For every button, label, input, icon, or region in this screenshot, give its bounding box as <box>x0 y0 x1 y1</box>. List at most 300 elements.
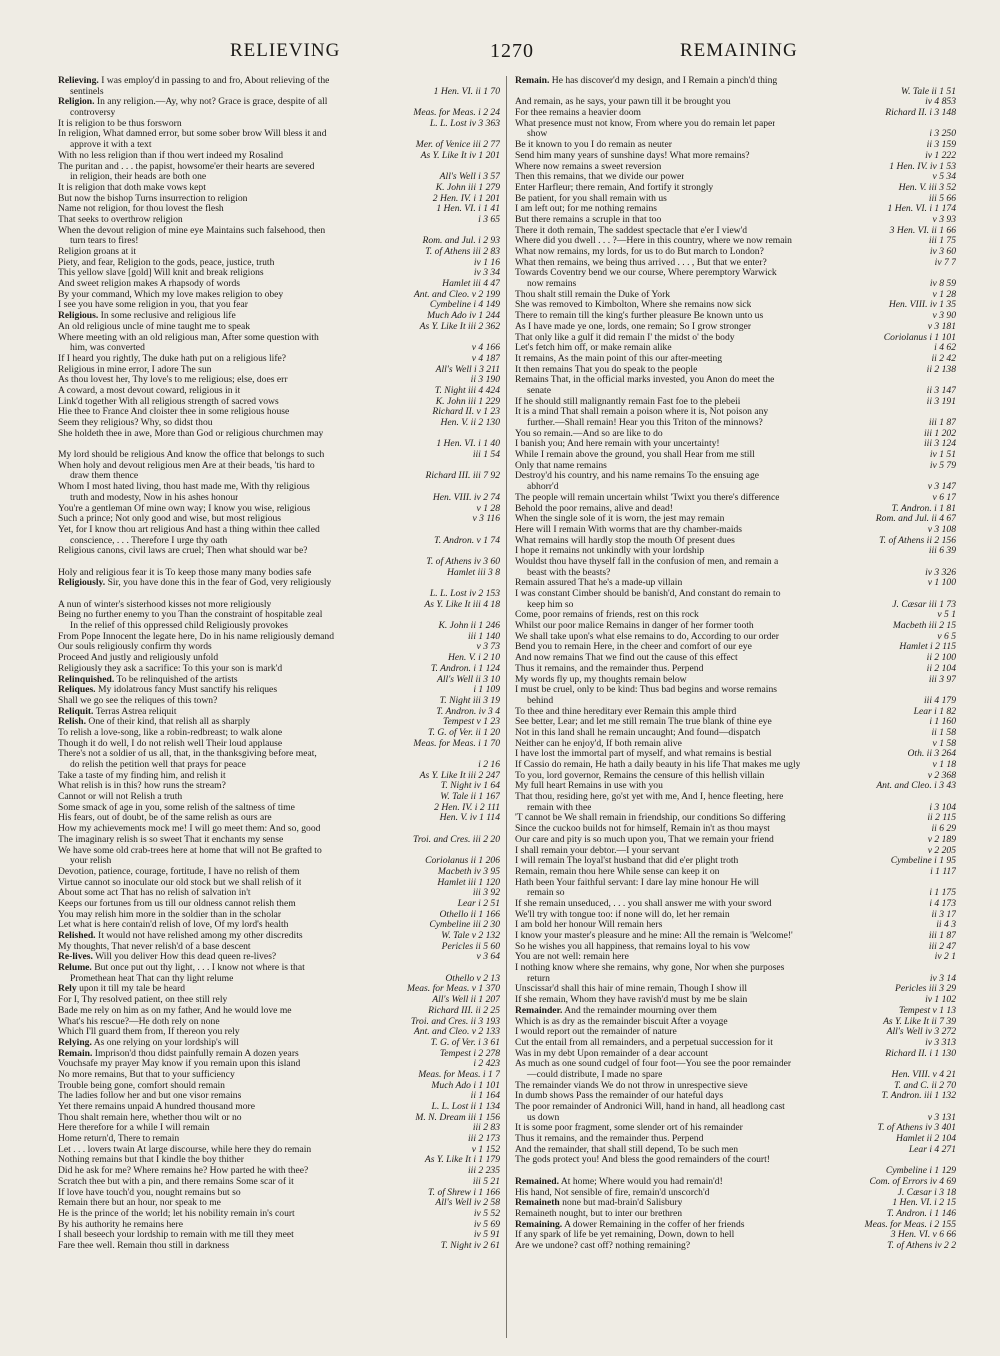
entry-line <box>58 1091 500 1102</box>
citation: T. of Athens iii 2 83 <box>421 247 500 258</box>
entry-line <box>515 621 956 632</box>
quotation: Unscissar'd shall this hair of mine remain, Though I show ill <box>515 984 748 995</box>
entry-text <box>58 1188 241 1199</box>
entry-line <box>515 493 956 504</box>
quotation: In some reclusive and religious life <box>100 311 236 322</box>
quotation: It would not have relished among my other discredits <box>98 931 303 941</box>
quotation: do relish the petition well that prays for peace <box>70 760 246 770</box>
entry-text <box>58 172 206 183</box>
entry-text <box>58 333 319 344</box>
quotation: And the remainder, that shall still depend, To be such men <box>515 1144 739 1155</box>
quotation: If any spark of life be yet remaining, Down, down to hell <box>515 1230 735 1241</box>
quotation: Name not religion, for thou lovest the flesh <box>58 204 224 215</box>
entry-text <box>58 760 246 771</box>
quotation: Are we undone? cast off? nothing remaining? <box>515 1240 691 1251</box>
entry-text <box>515 920 662 931</box>
entry-text <box>515 183 713 194</box>
entry-text <box>515 482 559 493</box>
citation: T. Andron. i 1 81 <box>888 504 956 515</box>
citation: All's Well iv 3 272 <box>883 1027 956 1038</box>
entry-line <box>515 151 956 162</box>
entry-line <box>58 749 500 760</box>
citation: iv 5 69 <box>470 1220 500 1231</box>
entry-line <box>515 1188 956 1199</box>
citation: ii 3 190 <box>467 375 500 386</box>
entry-text <box>515 493 779 504</box>
quotation: Where now remains a sweet reversion <box>515 161 662 172</box>
entry-text <box>58 471 138 482</box>
quotation: Promethean heat That can thy light relume <box>70 973 234 984</box>
entry-line <box>58 1070 500 1081</box>
entry-text <box>58 215 183 226</box>
citation: T. Andron. v 1 74 <box>430 536 500 547</box>
entry-line <box>515 183 956 194</box>
quotation: But now the bishop Turns insurrection to religion <box>58 193 248 204</box>
entry-line <box>515 952 956 963</box>
entry-text <box>58 87 104 98</box>
entry-line <box>58 525 500 536</box>
quotation: What remains will hardly stop the mouth Of present dues <box>515 535 735 546</box>
entry-line <box>515 931 956 942</box>
entry-text <box>58 781 226 792</box>
citation: iv 8 59 <box>926 279 956 290</box>
entry-text <box>58 813 272 824</box>
quotation: upon it till my tale be heard <box>79 984 186 995</box>
citation: i 2 16 <box>474 760 500 771</box>
entry-text <box>58 995 227 1006</box>
quotation: No more remains, But that to your sufficiency <box>58 1069 235 1080</box>
entry-line <box>58 258 500 269</box>
entry-text <box>58 792 182 803</box>
entry-text <box>515 899 772 910</box>
entry-line <box>515 397 956 408</box>
citation: iii 2 173 <box>464 1134 500 1145</box>
quotation: We shall take upon's what else remains to do, According to our order <box>515 631 779 642</box>
entry-text <box>58 450 324 461</box>
entry-line <box>58 1027 500 1038</box>
entry-line <box>515 1027 956 1038</box>
quotation: Take a taste of my finding him, and relish it <box>58 770 226 781</box>
quotation: turn tears to fires! <box>70 236 139 247</box>
quotation: An old religious uncle of mine taught me to speak <box>58 321 251 332</box>
headword: Remain. <box>58 1048 93 1059</box>
entry-line <box>515 1177 956 1188</box>
citation: i 1 109 <box>469 685 500 696</box>
quotation: Since the cuckoo builds not for himself, Remain in't as thou mayst <box>515 824 770 835</box>
quotation: remain so <box>527 888 565 899</box>
quotation: By your command, Which my love makes religion to obey <box>58 289 284 300</box>
citation: Richard II. v 1 23 <box>428 407 500 418</box>
citation: Cymbeline iii 2 30 <box>425 920 500 931</box>
entry-line <box>515 1113 956 1124</box>
entry-line <box>58 1198 500 1209</box>
quotation: And now remains That we find out the cause of this effect <box>515 653 738 664</box>
headword: Reliquit. <box>58 706 94 717</box>
entry-text <box>515 1049 708 1060</box>
entry-line <box>515 739 956 750</box>
entry-line <box>515 1198 956 1209</box>
quotation: Which I'll guard them from, If thereon you rely <box>58 1027 240 1038</box>
entry-line <box>58 824 500 835</box>
entry-line <box>515 450 956 461</box>
entry-text <box>515 653 738 664</box>
entry-line <box>515 846 956 857</box>
quotation: When holy and devout religious men Are at their beads, 'tis hard to <box>58 460 315 471</box>
quotation: I nothing know where she remains, why gone, Nor when she purposes <box>515 963 785 974</box>
entry-line <box>515 258 956 269</box>
entry-text <box>515 279 576 290</box>
citation: Hen. VIII. iv 1 35 <box>885 300 956 311</box>
entry-text <box>515 322 751 333</box>
quotation: Trouble being gone, comfort should remain <box>58 1080 225 1091</box>
left-column <box>58 76 507 1338</box>
entry-text <box>58 963 305 974</box>
entry-text <box>515 1081 748 1092</box>
entry-text <box>515 835 774 846</box>
entry-line <box>58 888 500 899</box>
entry-line <box>515 504 956 515</box>
entry-line <box>515 162 956 173</box>
entry-line <box>58 867 500 878</box>
entry-text <box>58 343 145 354</box>
quotation: He has discover'd my design, and I Remain a pinch'd thing <box>551 76 778 86</box>
entry-text <box>515 1017 728 1028</box>
citation: J. Cæsar iii 1 73 <box>888 600 956 611</box>
entry-text <box>58 140 152 151</box>
entry-line <box>58 642 500 653</box>
citation: iv 3 34 <box>470 268 500 279</box>
entry-text <box>515 333 735 344</box>
entry-text <box>58 108 115 119</box>
entry-line <box>58 1230 500 1241</box>
entry-text <box>58 354 286 365</box>
quotation: I see you have some religion in you, that you fear <box>58 300 248 311</box>
citation: As Y. Like It i 1 179 <box>421 1155 500 1166</box>
quotation: him, was converted <box>70 343 145 354</box>
entry-text <box>515 1230 734 1241</box>
quotation: A coward, a most devout coward, religious in it <box>58 385 241 396</box>
entry-text <box>515 546 704 557</box>
entry-text <box>515 365 697 376</box>
quotation: The ladies follow her and but one visor remains <box>58 1091 242 1102</box>
entry-line <box>58 300 500 311</box>
citation: Othello ii 1 166 <box>436 910 501 921</box>
entry-text <box>515 1059 791 1070</box>
quotation: If I heard you rightly, The duke hath put on a religious life? <box>58 353 287 364</box>
citation: iii 1 54 <box>469 450 500 461</box>
entry-line <box>515 1220 956 1231</box>
citation: Cymbeline i 4 149 <box>426 300 500 311</box>
entry-text <box>515 1209 682 1220</box>
entry-line <box>515 578 956 589</box>
citation: W. Tale ii 1 167 <box>436 792 500 803</box>
citation: iii 1 87 <box>925 418 956 429</box>
entry-line <box>515 568 956 579</box>
quotation: As one relying on your lordship's will <box>93 1037 239 1048</box>
entry-text <box>58 76 329 87</box>
quotation: In religion, What damned error, but some sober brow Will bless it and <box>58 129 327 140</box>
quotation: That seeks to overthrow religion <box>58 214 183 225</box>
entry-text <box>58 1038 239 1049</box>
headword: Rely <box>58 984 77 995</box>
entry-line <box>515 354 956 365</box>
headword: Relying. <box>58 1037 92 1048</box>
entry-line <box>515 1134 956 1145</box>
quotation: return <box>527 973 550 984</box>
entry-text <box>58 397 279 408</box>
entry-line <box>58 578 500 589</box>
entry-text <box>515 1102 785 1113</box>
entry-text <box>58 610 322 621</box>
citation: iv 1 51 <box>926 450 956 461</box>
entry-line <box>515 910 956 921</box>
quotation: Shall we go see the reliques of this town? <box>58 695 218 706</box>
entry-text <box>515 525 742 536</box>
entry-line <box>58 108 500 119</box>
quotation: Thou shalt still remain the Duke of York <box>515 289 671 300</box>
citation: iv 3 326 <box>921 568 956 579</box>
citation: Cymbeline i 1 129 <box>882 1166 956 1177</box>
quotation: Yet, for I know thou art religious And hast a thing within thee called <box>58 524 320 535</box>
citation: Cymbeline i 1 95 <box>887 856 956 867</box>
quotation: senate <box>527 385 551 396</box>
entry-text <box>515 621 754 632</box>
entry-line <box>515 1155 956 1166</box>
citation: 1 Hen. VI. i 1 174 <box>884 204 956 215</box>
citation: Hen. V. i 2 10 <box>444 653 500 664</box>
entry-text <box>515 856 738 867</box>
citation: ii 1 58 <box>927 728 956 739</box>
entry-text <box>58 1241 229 1252</box>
entry-line <box>58 568 500 579</box>
citation: iv 3 14 <box>926 974 956 985</box>
quotation: —could distribute, I made no spare <box>527 1069 663 1080</box>
entry-line <box>515 963 956 974</box>
quotation: Home return'd, There to remain <box>58 1134 180 1145</box>
entry-text <box>515 749 772 760</box>
entry-line <box>58 974 500 985</box>
entry-text <box>58 1113 242 1124</box>
citation: Troi. and Cres. iii 2 20 <box>409 835 500 846</box>
citation: K. John iii 1 229 <box>432 397 500 408</box>
quotation: Fare thee well. Remain thou still in darkness <box>58 1240 230 1251</box>
entry-line <box>515 108 956 119</box>
quotation: Remaineth nought, but to inter our brethren <box>515 1208 683 1219</box>
citation: Rom. and Jul. ii 4 67 <box>872 514 956 525</box>
entry-text <box>58 942 251 953</box>
entry-line <box>58 675 500 686</box>
entry-line <box>58 1177 500 1188</box>
entry-text <box>515 781 663 792</box>
entry-line <box>58 707 500 718</box>
entry-line <box>58 621 500 632</box>
entry-text <box>58 247 136 258</box>
quotation: Was in my debt Upon remainder of a dear account <box>515 1048 708 1059</box>
quotation: Our souls religiously confirm thy words <box>58 642 212 653</box>
entry-text <box>515 97 731 108</box>
entry-text <box>58 1123 210 1134</box>
citation: v 3 147 <box>924 482 956 493</box>
entry-text <box>515 1091 723 1102</box>
entry-text <box>58 899 296 910</box>
entry-line <box>58 194 500 205</box>
citation: Meas. for Meas. i 2 155 <box>861 1220 956 1231</box>
entry-text <box>58 803 295 814</box>
quotation: We have some old crab-trees here at home that will not Be grafted to <box>58 845 322 856</box>
entry-line <box>58 792 500 803</box>
citation: T. G. of Ver. ii 1 20 <box>424 728 500 739</box>
entry-line <box>515 236 956 247</box>
entry-text <box>58 1209 295 1220</box>
citation: Tempest i 2 278 <box>436 1049 500 1060</box>
entry-text <box>515 642 752 653</box>
entry-line <box>515 899 956 910</box>
quotation: In dumb shows Pass the remainder of our hateful days <box>515 1091 724 1102</box>
entry-text <box>58 183 206 194</box>
headword: Relume. <box>58 963 92 974</box>
entry-line <box>58 1241 500 1252</box>
entry-line <box>515 664 956 675</box>
entry-text <box>515 1188 709 1199</box>
entry-text <box>58 418 213 429</box>
entry-line <box>515 140 956 151</box>
headword: Remaining. <box>515 1219 563 1230</box>
entry-text <box>58 771 226 782</box>
quotation: If she remain, Whom they have ravish'd must by me be slain <box>515 995 748 1006</box>
citation: v 1 28 <box>929 290 956 301</box>
citation: 2 Hen. IV. i 1 201 <box>429 194 500 205</box>
entry-text <box>58 974 233 985</box>
citation: i 1 175 <box>925 888 956 899</box>
entry-text <box>515 1006 717 1017</box>
quotation: And remain, as he says, your pawn till it be brought you <box>515 97 731 108</box>
quotation: In the relief of this oppressed child Religiously provokes <box>70 621 288 632</box>
quotation: draw them thence <box>70 471 139 482</box>
quotation: My full heart Remains in use with you <box>515 781 663 792</box>
quotation: conscience, . . . Therefore I urge thy oath <box>70 535 228 546</box>
entry-text <box>58 984 185 995</box>
quotation: And the remainder mourning over them <box>564 1005 717 1016</box>
entry-line <box>515 215 956 226</box>
entry-line <box>515 87 956 98</box>
entry-line <box>515 974 956 985</box>
entry-text <box>58 1059 300 1070</box>
citation: v 2 205 <box>924 846 956 857</box>
entry-line <box>58 803 500 814</box>
entry-text <box>515 162 661 173</box>
citation: i 2 423 <box>469 1059 500 1070</box>
quotation: Keeps our fortunes from us till our oldness cannot relish them <box>58 898 296 909</box>
entry-line <box>58 1113 500 1124</box>
entry-line <box>58 1155 500 1166</box>
entry-text <box>58 653 218 664</box>
entry-line <box>58 728 500 739</box>
quotation: behind <box>527 695 554 706</box>
entry-text <box>515 108 641 119</box>
quotation: See better, Lear; and let me still remain The true blank of thine eye <box>515 717 772 728</box>
quotation: I hope it remains not unkindly with your lordship <box>515 546 705 557</box>
citation: v 4 166 <box>468 343 500 354</box>
entry-text <box>58 952 276 963</box>
citation: Richard II. i 3 148 <box>881 108 956 119</box>
quotation: For I, Thy resolved patient, on thee still rely <box>58 995 228 1006</box>
entry-text <box>58 568 311 579</box>
citation: T. Andron. i 1 124 <box>427 664 500 675</box>
entry-line <box>58 97 500 108</box>
citation: v 3 90 <box>929 311 956 322</box>
entry-text <box>515 600 573 611</box>
citation: ii 6 29 <box>927 824 956 835</box>
quotation: Whom I most hated living, thou hast made me, With thy religious <box>58 482 310 493</box>
entry-text <box>58 835 283 846</box>
entry-line <box>58 482 500 493</box>
citation: v 3 131 <box>924 1113 956 1124</box>
entry-line <box>58 279 500 290</box>
quotation: She holdeth thee in awe, More than God or religious churchmen may <box>58 428 324 439</box>
entry-text <box>515 846 679 857</box>
entry-line <box>515 685 956 696</box>
citation: i 3 104 <box>925 803 956 814</box>
entry-line <box>58 514 500 525</box>
entry-line <box>58 354 500 365</box>
entry-line <box>58 920 500 931</box>
quotation: Thou shalt remain here, whether thou wilt or no <box>58 1112 242 1123</box>
citation: iii 2 83 <box>469 1123 500 1134</box>
entry-text <box>515 418 763 429</box>
entry-text <box>515 1241 690 1252</box>
quotation: Let what is here contain'd relish of love, Of my lord's health <box>58 920 289 931</box>
citation: 1 Hen. VI. i 2 15 <box>888 1198 956 1209</box>
entry-text <box>58 151 283 162</box>
entry-text <box>515 771 764 782</box>
entry-line <box>58 162 500 173</box>
quotation: I was constant Cimber should be banish'd, And constant do remain to <box>515 589 781 599</box>
entry-text <box>58 846 322 857</box>
quotation: My lord should be religious And know the office that belongs to such <box>58 450 325 461</box>
entry-text <box>515 1177 723 1188</box>
quotation: To you, lord governor, Remains the censure of this hellish villain <box>515 770 765 781</box>
entry-line <box>515 418 956 429</box>
entry-line <box>58 739 500 750</box>
entry-text <box>58 279 240 290</box>
entry-line <box>58 504 500 515</box>
entry-line <box>58 247 500 258</box>
entry-text <box>58 258 274 269</box>
entry-text <box>515 568 610 579</box>
citation: iii 3 124 <box>920 439 956 450</box>
entry-text <box>515 76 777 87</box>
entry-text <box>58 888 251 899</box>
citation: Hen. V. iii 3 52 <box>895 183 956 194</box>
quotation: sentinels <box>70 86 104 97</box>
quotation: But there remains a scruple in that too <box>515 214 662 225</box>
citation: J. Cæsar i 3 18 <box>894 1188 956 1199</box>
entry-line <box>515 696 956 707</box>
quotation: I am left out; for me nothing remains <box>515 204 658 215</box>
entry-line <box>58 226 500 237</box>
entry-line <box>58 204 500 215</box>
entry-text <box>58 1006 292 1017</box>
quotation: A dower Remaining in the coffer of her friends <box>564 1219 745 1230</box>
citation: v 6 5 <box>933 632 956 643</box>
citation: ii 3 17 <box>927 910 956 921</box>
citation: T. and C. ii 2 70 <box>890 1081 956 1092</box>
entry-line <box>58 87 500 98</box>
entry-line <box>515 707 956 718</box>
entry-line <box>58 129 500 140</box>
citation: 1 Hen. IV. iv 1 53 <box>885 162 956 173</box>
quotation: You may relish him more in the soldier than in the scholar <box>58 909 282 920</box>
